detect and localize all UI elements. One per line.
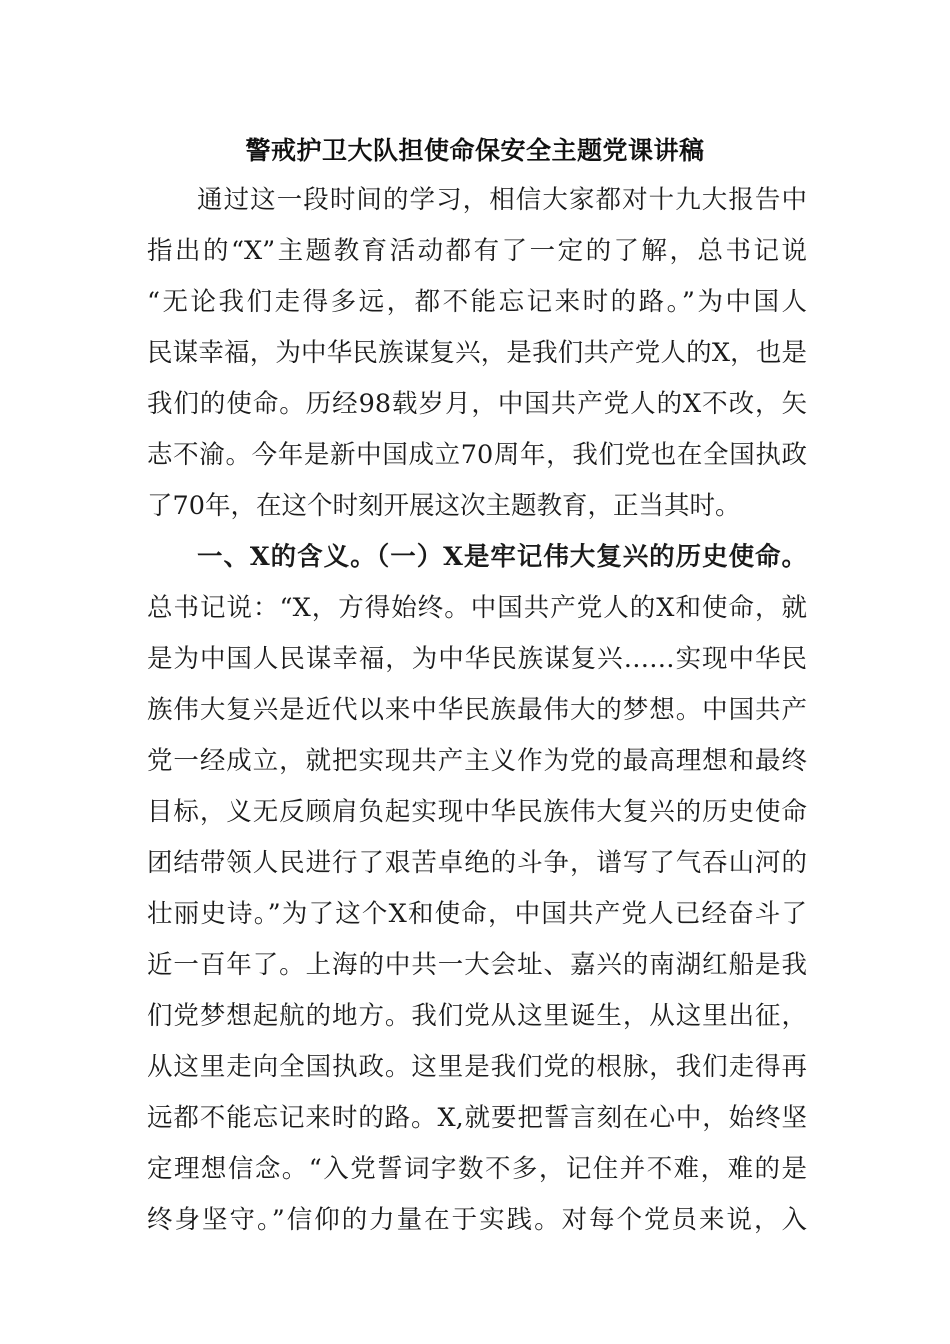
paragraph-2-line-6: 团结带领人民进行了艰苦卓绝的斗争，谱写了气吞山河的 [147, 848, 807, 878]
paragraph-1-line-6: 志不渝。今年是新中国成立70周年，我们党也在全国执政 [147, 440, 807, 470]
paragraph-2-line-13: 终身坚守。”信仰的力量在于实践。对每个党员来说，入 [147, 1205, 807, 1235]
paragraph-1-line-1: 通过这一段时间的学习，相信大家都对十九大报告中 [197, 185, 807, 215]
paragraph-1-line-7: 了70年，在这个时刻开展这次主题教育，正当其时。 [147, 491, 741, 521]
document-title: 警戒护卫大队担使命保安全主题党课讲稿 [245, 136, 705, 165]
paragraph-2-line-2: 是为中国人民谋幸福，为中华民族谋复兴……实现中华民 [147, 644, 807, 674]
paragraph-1-line-4: 民谋幸福，为中华民族谋复兴，是我们共产党人的X，也是 [147, 338, 807, 368]
section-heading: 一、X的含义。（一）X是牢记伟大复兴的历史使命。 [197, 542, 807, 572]
paragraph-2-line-9: 们党梦想起航的地方。我们党从这里诞生，从这里出征， [147, 1001, 807, 1031]
paragraph-2-line-10: 从这里走向全国执政。这里是我们党的根脉，我们走得再 [147, 1052, 807, 1082]
paragraph-2-line-8: 近一百年了。上海的中共一大会址、嘉兴的南湖红船是我 [147, 950, 807, 980]
paragraph-2-line-4: 党一经成立，就把实现共产主义作为党的最高理想和最终 [147, 746, 807, 776]
paragraph-2-line-11: 远都不能忘记来时的路。X,就要把誓言刻在心中，始终坚 [147, 1103, 807, 1133]
paragraph-2-line-5: 目标，义无反顾肩负起实现中华民族伟大复兴的历史使命 [147, 797, 807, 827]
paragraph-2-line-1: 总书记说：“X，方得始终。中国共产党人的X和使命，就 [147, 593, 807, 623]
paragraph-1-line-3: “无论我们走得多远，都不能忘记来时的路。”为中国人 [147, 287, 807, 317]
paragraph-1-line-5: 我们的使命。历经98载岁月，中国共产党人的X不改，矢 [147, 389, 807, 419]
paragraph-1-line-2: 指出的“X”主题教育活动都有了一定的了解，总书记说 [147, 236, 807, 266]
paragraph-2-line-3: 族伟大复兴是近代以来中华民族最伟大的梦想。中国共产 [147, 695, 807, 725]
paragraph-2-line-12: 定理想信念。“入党誓词字数不多，记住并不难，难的是 [147, 1154, 807, 1184]
paragraph-2-line-7: 壮丽史诗。”为了这个X和使命，中国共产党人已经奋斗了 [147, 899, 807, 929]
